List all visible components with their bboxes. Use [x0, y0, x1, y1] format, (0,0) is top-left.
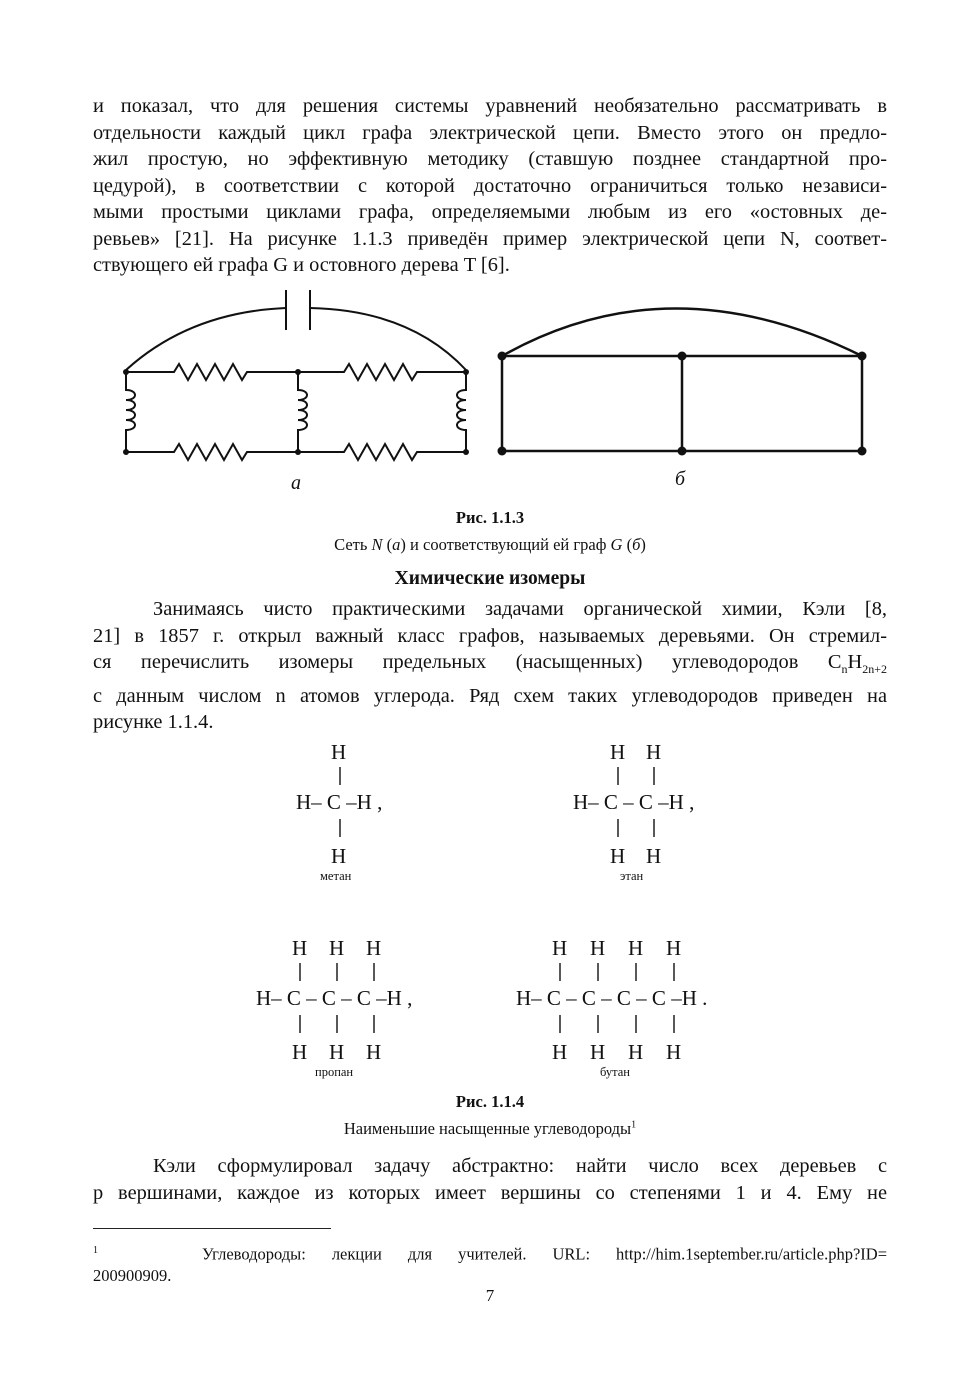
text-line: и показал, что для решения системы уравнений необязательно рассматривать в — [93, 95, 887, 117]
resistor-top-left — [126, 364, 298, 380]
text-line: цедурой), в соответствии с которой достаточно ограничиться только независи- — [93, 174, 887, 197]
ethane-structure — [573, 740, 694, 868]
svg-text:H: H — [590, 1040, 606, 1064]
text-line: ствующего ей графа G и остовного дерева T [6]. — [93, 254, 510, 276]
molecule-name: пропан — [315, 1065, 354, 1079]
node — [295, 369, 301, 375]
node — [123, 449, 129, 455]
svg-text:H: H — [610, 844, 626, 868]
svg-text:H– C –H ,: H– C –H , — [296, 790, 383, 814]
figure-title: Рис. 1.1.4 — [455, 1092, 525, 1111]
text-line: рисунке 1.1.4. — [93, 711, 214, 734]
node — [463, 369, 469, 375]
svg-text:H: H — [329, 936, 345, 960]
text-line: мыми простыми циклами графа, определяемыми любым из его «остовных де- — [93, 201, 887, 223]
page-number: 7 — [485, 1286, 495, 1305]
node — [463, 449, 469, 455]
molecule-name: бутан — [600, 1065, 630, 1079]
svg-text:H: H — [552, 1040, 568, 1064]
text-line: Занимаясь чисто практическими задачами органической химии, Кэли [8, — [153, 598, 887, 620]
text-line: ревьев» [21]. На рисунке 1.1.3 приведён пример электрической цепи N, соответ- — [93, 227, 887, 250]
graph-vertex — [858, 447, 867, 456]
inductor-middle — [298, 372, 307, 452]
inductor-right — [457, 372, 466, 452]
graph-vertex — [678, 352, 687, 361]
svg-text:H: H — [628, 936, 644, 960]
graph-diagram — [490, 286, 875, 466]
svg-text:H– C – C –H ,: H– C – C –H , — [573, 790, 695, 814]
svg-text:H: H — [331, 844, 347, 868]
section-heading: Химические изомеры — [394, 568, 586, 589]
svg-text:H: H — [552, 936, 568, 960]
svg-text:H: H — [329, 1040, 345, 1064]
formula: $C_nH_{2n+2}$ — [827, 651, 887, 677]
text-line: отдельности каждый цикл графа электрической цепи. Вместо этого он предло- — [93, 121, 887, 144]
arc-wire-right — [310, 308, 466, 370]
svg-text:H: H — [646, 740, 662, 764]
svg-text:H: H — [590, 936, 606, 960]
svg-text:H: H — [646, 844, 662, 868]
figure-title: Рис. 1.1.3 — [455, 508, 525, 527]
text-line: ся перечислить изомеры предельных (насыщенных) углеводородов $C_nH_{2n+2}$ — [93, 651, 887, 677]
figure-caption: Сеть N (а) и соответствующий ей граф G (б) — [334, 535, 646, 554]
svg-text:H: H — [610, 740, 626, 764]
footnote-divider — [93, 1228, 331, 1229]
figure-caption: Наименьшие насыщенные углеводороды$^1$ — [343, 1119, 637, 1138]
propane-structure — [256, 936, 412, 1064]
svg-text:H: H — [366, 936, 382, 960]
resistor-bottom-left — [126, 444, 298, 460]
text-line: с данным числом n атомов углерода. Ряд схем таких углеводородов приведен на — [93, 684, 887, 707]
svg-text:H– C – C – C –H ,: H– C – C – C –H , — [256, 986, 413, 1010]
svg-text:H: H — [292, 936, 308, 960]
arc-wire-left — [126, 308, 286, 370]
svg-text:H– C – C – C – C –H .: H– C – C – C – C –H . — [516, 986, 708, 1010]
paragraph-isomers — [93, 596, 887, 736]
text-line: жил простую, но эффективную методику (ставшую позднее стандартной про- — [93, 148, 887, 170]
butane-structure — [516, 936, 707, 1064]
graph-vertex — [858, 352, 867, 361]
methane-structure — [296, 740, 382, 868]
molecule-name: метан — [320, 869, 352, 883]
molecule-name: этан — [620, 869, 644, 883]
subfigure-label-b: б — [675, 468, 686, 490]
footnote-line: Углеводороды: лекции для учителей. URL: http://him.1september.ru/article.php?ID= — [201, 1244, 887, 1264]
footnote-line: 200900909. — [93, 1265, 172, 1285]
paragraph-cayley — [93, 1153, 887, 1206]
footnote — [93, 1240, 887, 1286]
subfigure-label-a: а — [291, 472, 301, 494]
svg-text:H: H — [366, 1040, 382, 1064]
svg-text:H: H — [666, 1040, 682, 1064]
svg-text:H: H — [292, 1040, 308, 1064]
graph-arc-edge — [502, 309, 862, 357]
text-line: 21] в 1857 г. открыл важный класс графов, называемых деревьями. Он стремил- — [93, 624, 887, 647]
inductor-left — [126, 372, 135, 452]
footnote-ref: 1 — [631, 1119, 637, 1131]
graph-vertex — [678, 447, 687, 456]
svg-text:H: H — [628, 1040, 644, 1064]
footnote-marker: 1 — [93, 1245, 98, 1256]
paragraph-intro — [93, 93, 887, 279]
text-line: Кэли сформулировал задачу абстрактно: найти число всех деревьев с — [153, 1155, 887, 1177]
resistor-top-right — [298, 364, 466, 380]
graph-vertex — [498, 447, 507, 456]
text-line: p вершинами, каждое из которых имеет вершины со степенями 1 и 4. Ему не — [93, 1181, 887, 1204]
node — [123, 369, 129, 375]
svg-text:H: H — [666, 936, 682, 960]
hydrocarbon-structures — [240, 735, 760, 1090]
graph-vertex — [498, 352, 507, 361]
svg-text:H: H — [331, 740, 347, 764]
circuit-diagram — [110, 286, 490, 466]
node — [295, 449, 301, 455]
resistor-bottom-right — [298, 444, 466, 460]
